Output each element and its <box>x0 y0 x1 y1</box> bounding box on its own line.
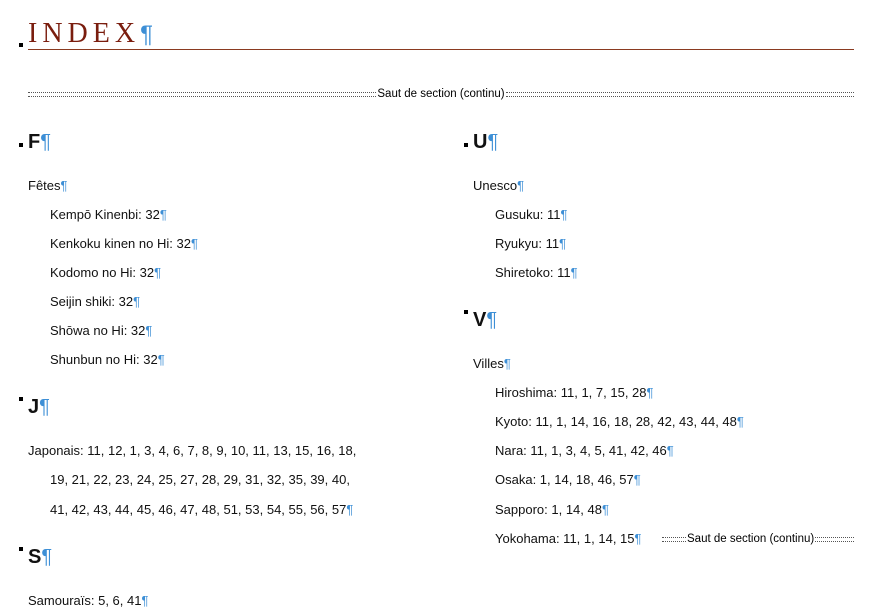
letter-j-text: J <box>28 396 40 418</box>
subentry-text: Hiroshima: 11, 1, 7, 15, 28 <box>495 385 647 400</box>
section-break-bottom <box>662 533 854 545</box>
title-underline-rule <box>28 49 854 50</box>
entry-text: 19, 21, 22, 23, 24, 25, 27, 28, 29, 31, 32, 35, 39, 40, <box>50 472 350 487</box>
section-break-dots-left <box>662 537 686 542</box>
pilcrow-mark: ¶ <box>517 178 525 193</box>
pilcrow-mark: ¶ <box>646 385 654 400</box>
index-subentry <box>495 472 641 487</box>
pilcrow-mark: ¶ <box>157 352 165 367</box>
pilcrow-mark: ¶ <box>159 207 167 222</box>
subentry-text: Ryukyu: 11 <box>495 236 560 251</box>
index-entry-japonais-cont <box>50 502 353 517</box>
section-break-dots-right <box>506 92 854 97</box>
pilcrow-mark: ¶ <box>736 414 744 429</box>
paragraph-anchor-mark <box>464 143 468 147</box>
letter-heading-v <box>473 309 497 332</box>
letter-heading-s <box>28 546 52 569</box>
index-subentry <box>495 443 674 458</box>
index-subentry <box>495 265 578 280</box>
subentry-text: Kempō Kinenbi: 32 <box>50 207 160 222</box>
index-entry-samourais <box>28 593 148 608</box>
index-subentry <box>495 207 568 222</box>
subentry-text: Gusuku: 11 <box>495 207 561 222</box>
index-subentry <box>495 236 566 251</box>
pilcrow-mark: ¶ <box>559 236 567 251</box>
paragraph-anchor-mark <box>464 310 468 314</box>
paragraph-anchor-mark <box>19 43 23 47</box>
letter-u-text: U <box>473 131 488 153</box>
pilcrow-mark: ¶ <box>633 472 641 487</box>
pilcrow-mark: ¶ <box>570 265 578 280</box>
pilcrow-mark: ¶ <box>39 396 50 418</box>
pilcrow-mark: ¶ <box>154 265 162 280</box>
index-entry-unesco <box>473 178 524 193</box>
subentry-text: Osaka: 1, 14, 18, 46, 57 <box>495 472 634 487</box>
pilcrow-mark: ¶ <box>140 21 153 48</box>
index-entry-japonais <box>28 443 356 458</box>
pilcrow-mark: ¶ <box>666 443 674 458</box>
index-entry-fetes <box>28 178 68 193</box>
subentry-text: Kodomo no Hi: 32 <box>50 265 155 280</box>
letter-f-text: F <box>28 131 41 153</box>
letter-v-text: V <box>473 309 487 331</box>
pilcrow-mark: ¶ <box>487 131 499 153</box>
pilcrow-mark: ¶ <box>486 309 498 331</box>
index-subentry <box>495 414 744 429</box>
index-title-text: INDEX <box>28 18 141 49</box>
section-break-dots-right <box>815 537 854 542</box>
entry-text: Japonais: 11, 12, 1, 3, 4, 6, 7, 8, 9, 10, 11, 13, 15, 16, 18, <box>28 443 357 458</box>
index-subentry <box>495 385 654 400</box>
pilcrow-mark: ¶ <box>346 502 354 517</box>
section-break-label: Saut de section (continu) <box>377 88 505 100</box>
letter-heading-f <box>28 131 51 154</box>
index-subentry <box>50 323 152 338</box>
letter-heading-u <box>473 131 498 154</box>
pilcrow-mark: ¶ <box>560 207 568 222</box>
pilcrow-mark: ¶ <box>145 323 153 338</box>
paragraph-anchor-mark <box>19 547 23 551</box>
index-subentry <box>50 352 165 367</box>
subentry-text: Yokohama: 11, 1, 14, 15 <box>495 531 635 546</box>
section-break-top <box>28 88 854 100</box>
paragraph-anchor-mark <box>19 143 23 147</box>
pilcrow-mark: ¶ <box>634 531 642 546</box>
pilcrow-mark: ¶ <box>133 294 141 309</box>
pilcrow-mark: ¶ <box>190 236 198 251</box>
letter-heading-j <box>28 396 50 419</box>
subentry-text: Kenkoku kinen no Hi: 32 <box>50 236 191 251</box>
entry-text: Samouraïs: 5, 6, 41 <box>28 593 142 608</box>
subentry-text: Nara: 11, 1, 3, 4, 5, 41, 42, 46 <box>495 443 667 458</box>
index-subentry <box>50 265 161 280</box>
index-subentry <box>50 207 167 222</box>
index-title <box>28 18 153 50</box>
letter-s-text: S <box>28 546 42 568</box>
section-break-dots-left <box>28 92 376 97</box>
entry-heading-text: Unesco <box>473 178 518 193</box>
subentry-text: Kyoto: 11, 1, 14, 16, 18, 28, 42, 43, 44, 48 <box>495 414 737 429</box>
index-entry-japonais-cont <box>50 472 350 487</box>
pilcrow-mark: ¶ <box>503 356 511 371</box>
section-break-label: Saut de section (continu) <box>687 533 815 545</box>
index-entry-villes <box>473 356 511 371</box>
pilcrow-mark: ¶ <box>40 131 51 153</box>
pilcrow-mark: ¶ <box>41 546 53 568</box>
subentry-text: Shiretoko: 11 <box>495 265 571 280</box>
index-subentry <box>495 531 641 546</box>
index-subentry <box>50 236 198 251</box>
subentry-text: Shunbun no Hi: 32 <box>50 352 158 367</box>
paragraph-anchor-mark <box>19 397 23 401</box>
pilcrow-mark: ¶ <box>141 593 149 608</box>
pilcrow-mark: ¶ <box>60 178 68 193</box>
entry-heading-text: Fêtes <box>28 178 61 193</box>
index-subentry <box>495 502 609 517</box>
entry-heading-text: Villes <box>473 356 504 371</box>
subentry-text: Shōwa no Hi: 32 <box>50 323 146 338</box>
entry-text: 41, 42, 43, 44, 45, 46, 47, 48, 51, 53, 54, 55, 56, 57 <box>50 502 347 517</box>
subentry-text: Seijin shiki: 32 <box>50 294 134 309</box>
index-subentry <box>50 294 140 309</box>
pilcrow-mark: ¶ <box>601 502 609 517</box>
subentry-text: Sapporo: 1, 14, 48 <box>495 502 602 517</box>
